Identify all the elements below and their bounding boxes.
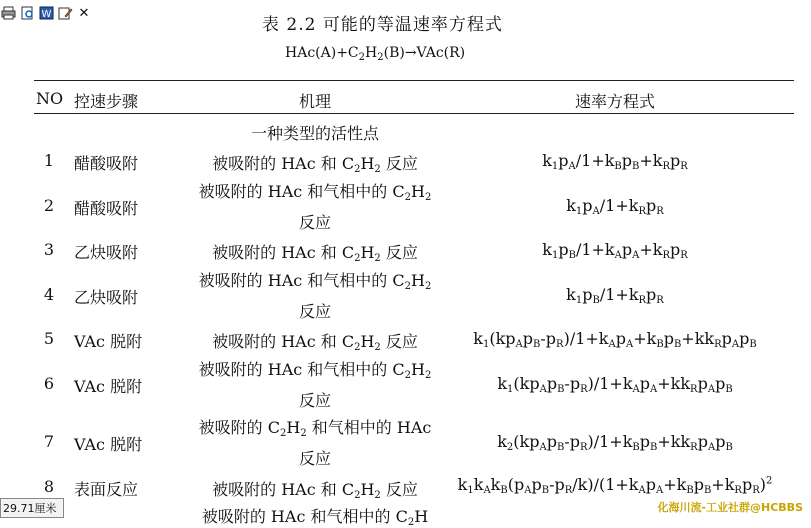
row-step: 醋酸吸附: [74, 199, 139, 218]
row-rate: $k_1(kp_Ap_B-p_R)/1+k_Ap_A+k_Bp_B+kk_Rp_Ap_B$: [473, 329, 757, 350]
row-rate: $k_2(kp_Ap_B-p_R)/1+k_Bp_B+kk_Rp_Ap_B$: [497, 432, 733, 453]
close-icon[interactable]: ✕: [78, 5, 90, 21]
row-no: 2: [43, 196, 55, 215]
edit-icon[interactable]: [57, 5, 73, 21]
watermark: 化海川流-工业社群@HCBBS: [657, 501, 803, 514]
word-icon-label: W: [41, 9, 51, 20]
word-icon[interactable]: [38, 5, 54, 21]
row-rate: $k_1p_B/1+k_Rp_R$: [566, 285, 664, 306]
row-step: 表面反应: [74, 480, 139, 499]
row-mechanism: 被吸附的 HAc 和气相中的 $C_2H_2$ 反应: [198, 182, 432, 232]
row-mechanism: 被吸附的 HAc 和 $C_2H_2$ 反应: [212, 480, 418, 501]
row-no: 5: [43, 329, 55, 348]
row-step: VAc 脱附: [74, 332, 143, 351]
header-rule: [34, 113, 794, 114]
row-rate: $k_1k_Ak_B(p_Ap_B-p_R/k)/(1+k_Ap_A+k_Bp_B+k_Rp_R)^2$: [457, 475, 773, 496]
section-label: 一种类型的活性点: [250, 124, 379, 143]
row-rate: $k_1p_A/1+k_Rp_R$: [566, 196, 664, 217]
row-mechanism: 被吸附的 HAc 和气相中的 $C_2H_2$ 反应: [198, 271, 432, 321]
row-rate: $k_1(kp_Ap_B-p_R)/1+k_Ap_A+kk_Rp_Ap_B$: [497, 374, 733, 395]
row-step: 乙炔吸附: [74, 243, 139, 262]
row-no: 8: [43, 477, 55, 496]
row-step: VAc 脱附: [74, 435, 143, 454]
row-rate: $k_1p_A/1+k_Bp_B+k_Rp_R$: [542, 151, 688, 172]
row-no: 1: [43, 151, 55, 170]
row-mechanism: 被吸附的 $C_2H_2$ 和气相中的 HAc 反应: [198, 418, 432, 468]
row-step: VAc 脱附: [74, 377, 143, 396]
row-mechanism: 被吸附的 HAc 和 $C_2H_2$ 反应: [212, 154, 418, 175]
status-measure: 29.71厘米: [0, 498, 64, 518]
row-no: 6: [43, 374, 55, 393]
header-rate: 速率方程式: [574, 92, 655, 111]
header-no: NO: [36, 89, 64, 108]
row-no: 4: [43, 285, 55, 304]
header-step: 控速步骤: [74, 92, 139, 111]
table-title: 表 2.2 可能的等温速率方程式: [262, 15, 503, 35]
row-step: 乙炔吸附: [74, 288, 139, 307]
cutoff-row-mechanism: 被吸附的 HAc 和气相中的 $C_2H$: [201, 507, 429, 528]
row-no: 3: [43, 240, 55, 259]
print-icon[interactable]: [0, 5, 16, 21]
row-mechanism: 被吸附的 HAc 和 $C_2H_2$ 反应: [212, 332, 418, 353]
row-rate: $k_1p_B/1+k_Ap_A+k_Rp_R$: [542, 240, 688, 261]
reaction-equation: $HAc(A)+C_2H_2(B)\to VAc(R)$: [285, 45, 466, 63]
row-mechanism: 被吸附的 HAc 和 $C_2H_2$ 反应: [212, 243, 418, 264]
top-rule: [34, 80, 794, 81]
toolbar: [0, 4, 92, 22]
header-mechanism: 机理: [298, 92, 331, 111]
row-no: 7: [43, 432, 55, 451]
preview-icon[interactable]: [19, 5, 35, 21]
row-step: 醋酸吸附: [74, 154, 139, 173]
row-mechanism: 被吸附的 HAc 和气相中的 $C_2H_2$ 反应: [198, 360, 432, 410]
